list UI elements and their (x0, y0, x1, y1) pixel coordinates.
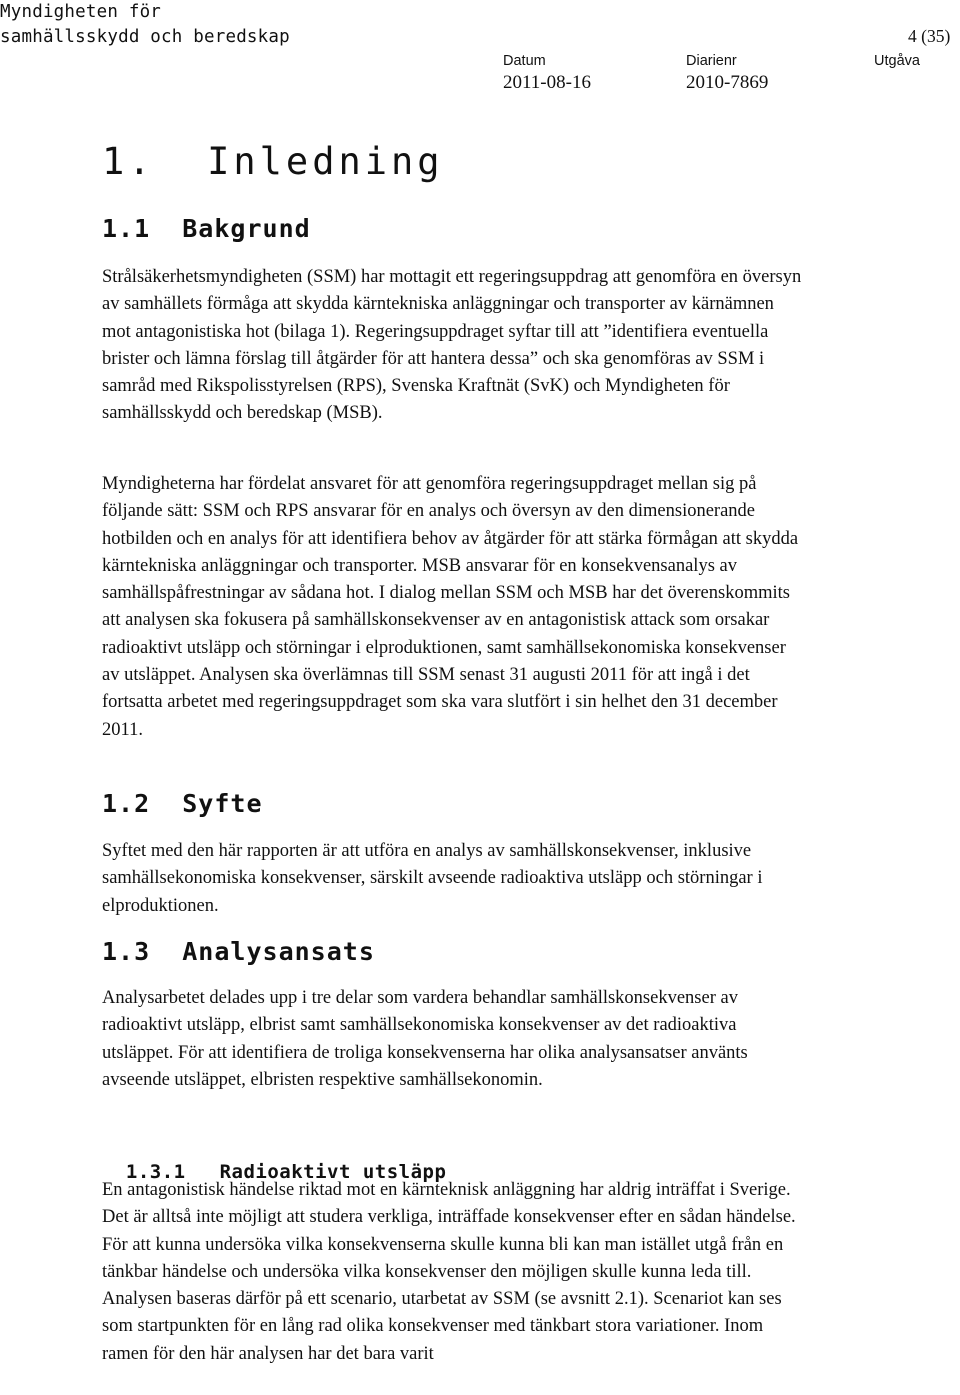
section-title: Radioaktivt utsläpp (219, 1161, 447, 1183)
paragraph-syfte (102, 838, 802, 920)
paragraph-bakgrund-2 (102, 471, 802, 744)
heading-analysansats: 1.3 Analysansats (102, 937, 375, 966)
organization-name (0, 0, 290, 50)
paragraph-radioaktivt-utslapp (102, 1177, 802, 1368)
heading-syfte: 1.2 Syfte (102, 789, 263, 818)
page-number: 4 (35) (908, 26, 951, 46)
org-line-1: Myndigheten för (0, 2, 162, 22)
paragraph-analysansats (102, 985, 802, 1094)
org-line-2: samhällsskydd och beredskap (0, 27, 290, 47)
paragraph-text: Strålsäkerhetsmyndigheten (SSM) har mottagit ett regeringsuppdrag att genomföra en översyn av samhällets förmåga att skydda kärntekniska anläggningar och transporter av kärnämnen mot antagonistiska hot (bilaga 1). Regeringsuppdraget syftar till att ”identifiera eventuella brister och lämna förslag till åtgärder för att hantera dessa” och ska genomföras av SSM i samråd med Rikspolisstyrelsen (RPS), Svenska Kraftnät (SvK) och Myndigheten för samhällsskydd och beredskap (MSB). (102, 267, 802, 424)
datum-label: Datum (503, 53, 546, 69)
paragraph-bakgrund-1 (102, 264, 802, 428)
paragraph-text: Analysarbetet delades upp i tre delar som vardera behandlar samhällskonsekvenser av radioaktivt utsläpp, elbrist samt samhällsekonomiska konsekvenser av det radioaktiva utsläppet. För att identifiera de troliga konsekvenserna har olika analysansatser använts avseende utsläppet, elbristen respektive samhällsekonomin. (102, 988, 748, 1090)
diarienr-label: Diarienr (686, 53, 737, 69)
heading-inledning: 1. Inledning (102, 140, 444, 183)
diarienr-value: 2010-7869 (686, 72, 769, 93)
paragraph-text: Syftet med den här rapporten är att utföra en analys av samhällskonsekvenser, inklusive samhällsekonomiska konsekvenser, särskilt avseende radioaktiva utsläpp och störningar i elproduktionen. (102, 841, 763, 916)
heading-bakgrund: 1.1 Bakgrund (102, 214, 311, 243)
paragraph-text: En antagonistisk händelse riktad mot en kärnteknisk anläggning har aldrig inträffat i Sverige. Det är alltså inte möjligt att studera verkliga, inträffade konsekvenser efter en sådan händelse. För att kunna undersöka vilka konsekvenserna skulle kunna bli kan man istället utgå från en tänkbar händelse och undersöka vilka konsekvenser den möjligen skulle kunna leda till. Analysen baseras därför på ett scenario, utarbetat av SSM (se avsnitt 2.1). Scenariot kan ses som startpunkten för en lång rad olika konsekvenser med tänkbart stora variationer. Inom ramen för den här analysen har det bara varit (102, 1180, 796, 1364)
datum-value: 2011-08-16 (503, 72, 591, 93)
utgava-label: Utgåva (874, 53, 920, 69)
paragraph-text: Myndigheterna har fördelat ansvaret för att genomföra regeringsuppdraget mellan sig på följande sätt: SSM och RPS ansvarar för en analys och översyn av den dimensionerande hotbilden och en analys för att identifiera behov av åtgärder för att stärka förmågan att skydda kärntekniska anläggningar och transporter. MSB ansvarar för en konsekvensanalys av samhällspåfrestningar av sådana hot. I dialog mellan SSM och MSB har det överenskommits att analysen ska fokusera på samhällskonsekvenser av en antagonistisk attack som orsakar radioaktivt utsläpp och störningar i elproduktionen, samt samhällsekonomiska konsekvenser av utsläppet. Analysen ska överlämnas till SSM senast 31 augusti 2011 för att ingå i det fortsatta arbetet med regeringsuppdraget som ska vara slutfört i sin helhet den 31 december 2011. (102, 474, 799, 740)
section-number: 1.3.1 (125, 1161, 186, 1183)
